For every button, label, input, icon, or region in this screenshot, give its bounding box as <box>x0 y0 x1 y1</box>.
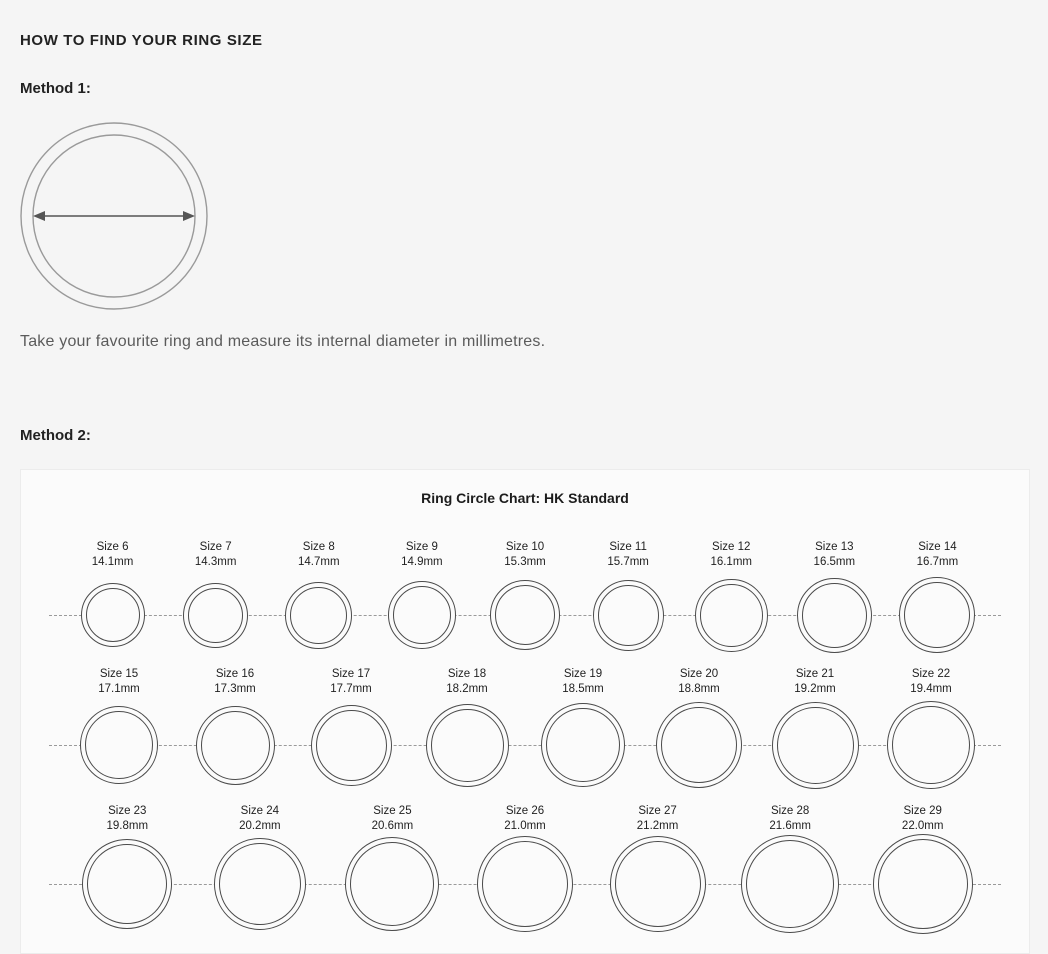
ring-size-cell[interactable] <box>175 667 295 785</box>
ring-size-label: Size 7 <box>199 541 232 553</box>
ring-circle-chart-panel <box>20 469 1030 954</box>
ring-circle-inner <box>431 709 504 782</box>
ring-size-label: Size 6 <box>96 541 129 553</box>
ring-circle-inner <box>661 707 737 783</box>
ring-circle-inner <box>86 588 140 642</box>
ring-size-cell[interactable] <box>639 667 759 788</box>
ring-circle-inner <box>892 706 970 784</box>
ring-circle-inner <box>700 584 763 647</box>
ring-circle <box>490 580 560 650</box>
ring-size-label: Size 26 <box>505 805 545 817</box>
ring-diameter-label: 14.9mm <box>401 556 443 568</box>
ring-diameter-label: 17.7mm <box>330 683 372 695</box>
ring-circle <box>797 578 872 653</box>
ring-circle <box>873 834 973 934</box>
ring-circle-inner <box>802 583 867 648</box>
ring-diameter-label: 21.2mm <box>636 820 679 832</box>
ring-circle-inner <box>290 587 347 644</box>
ring-size-label: Size 8 <box>302 541 335 553</box>
ring-circle <box>887 701 975 789</box>
ring-size-label: Size 19 <box>563 668 603 680</box>
ring-size-cell[interactable] <box>465 540 585 650</box>
ring-size-cell[interactable] <box>407 667 527 787</box>
ring-size-label: Size 14 <box>918 541 957 553</box>
ring-size-label: Size 28 <box>770 805 810 817</box>
ring-size-cell[interactable] <box>259 540 379 649</box>
ring-diameter-label: 14.3mm <box>194 556 237 568</box>
ring-size-label: Size 25 <box>373 805 412 817</box>
ring-circle-inner <box>219 843 301 925</box>
ring-diameter-label: 17.1mm <box>98 683 140 695</box>
method-1-label: Method 1: <box>20 80 91 97</box>
ring-size-cell[interactable] <box>291 667 411 786</box>
ring-circle <box>541 703 625 787</box>
ring-size-cell[interactable] <box>877 540 997 653</box>
ring-diameter-label: 19.4mm <box>910 683 952 695</box>
ring-size-cell[interactable] <box>671 540 791 652</box>
chart-title: Ring Circle Chart: HK Standard <box>421 490 629 506</box>
ring-circle <box>695 579 768 652</box>
ring-circle-inner <box>777 707 854 784</box>
ring-size-cell[interactable] <box>362 540 482 649</box>
ring-diameter-label: 18.5mm <box>562 683 604 695</box>
ring-size-label: Size 21 <box>795 668 835 680</box>
ring-circle-inner <box>598 585 659 646</box>
ring-circle-inner <box>188 588 243 643</box>
ring-circle <box>899 577 975 653</box>
ring-diameter-label: 17.3mm <box>214 683 256 695</box>
ring-circle-inner <box>85 711 153 779</box>
ring-diameter-label: 21.0mm <box>504 820 546 832</box>
ring-size-cell[interactable] <box>598 804 718 932</box>
ring-size-label: Size 29 <box>903 805 942 817</box>
ring-size-label: Size 23 <box>108 805 147 817</box>
ring-size-cell[interactable] <box>523 667 643 787</box>
ring-circle-inner <box>495 585 555 645</box>
ring-circle <box>772 702 859 789</box>
ring-diameter-label: 16.5mm <box>813 556 856 568</box>
ring-diameter-label: 18.8mm <box>678 683 720 695</box>
ring-circle <box>183 583 248 648</box>
ring-size-label: Size 27 <box>638 805 677 817</box>
ring-circle <box>741 835 839 933</box>
ring-diameter-arrow-icon <box>18 116 218 316</box>
ring-diameter-label: 15.7mm <box>607 556 649 568</box>
ring-circle <box>81 583 145 647</box>
ring-size-label: Size 16 <box>215 668 255 680</box>
ring-size-label: Size 20 <box>679 668 719 680</box>
ring-size-cell[interactable] <box>755 667 875 789</box>
ring-diameter-label: 16.7mm <box>916 556 959 568</box>
ring-circle <box>196 706 275 785</box>
ring-circle-inner <box>482 841 568 927</box>
ring-circle <box>610 836 706 932</box>
ring-circle <box>214 838 306 930</box>
ring-size-label: Size 15 <box>99 668 139 680</box>
ring-size-cell[interactable] <box>67 804 187 929</box>
ring-circle <box>82 839 172 929</box>
page-title: HOW TO FIND YOUR RING SIZE <box>20 32 263 49</box>
ring-diameter-label: 18.2mm <box>446 683 488 695</box>
ring-size-label: Size 24 <box>240 805 280 817</box>
ring-size-label: Size 10 <box>505 541 545 553</box>
ring-size-label: Size 22 <box>911 668 951 680</box>
ring-size-label: Size 9 <box>405 541 438 553</box>
ring-diameter-label: 22.0mm <box>901 820 944 832</box>
ring-circle <box>345 837 439 931</box>
ring-diameter-label: 19.2mm <box>794 683 836 695</box>
ring-size-cell[interactable] <box>568 540 688 651</box>
ring-size-cell[interactable] <box>53 540 173 647</box>
ring-size-cell[interactable] <box>332 804 452 931</box>
ring-circle <box>311 705 392 786</box>
ring-size-cell[interactable] <box>200 804 320 930</box>
ring-size-cell[interactable] <box>774 540 894 653</box>
ring-circle-inner <box>393 586 451 644</box>
ring-circle-inner <box>87 844 167 924</box>
ring-size-label: Size 13 <box>815 541 854 553</box>
ring-size-label: Size 17 <box>331 668 371 680</box>
method-1-caption: Take your favourite ring and measure its internal diameter in millimetres. <box>20 333 546 350</box>
ring-diameter-label: 21.6mm <box>769 820 811 832</box>
ring-circle-inner <box>201 711 270 780</box>
ring-circle-inner <box>350 842 434 926</box>
ring-diameter-label: 15.3mm <box>504 556 546 568</box>
ring-size-cell[interactable] <box>465 804 585 932</box>
ring-diameter-label: 20.2mm <box>239 820 281 832</box>
ring-circle <box>656 702 742 788</box>
ring-size-cell[interactable] <box>59 667 179 784</box>
ring-circle <box>285 582 352 649</box>
ring-size-label: Size 11 <box>609 541 647 553</box>
ring-circle <box>593 580 664 651</box>
ring-circle-inner <box>546 708 620 782</box>
ring-diameter-label: 14.7mm <box>297 556 340 568</box>
ring-circle-inner <box>878 839 968 929</box>
ring-diameter-label: 19.8mm <box>106 820 149 832</box>
ring-size-cell[interactable] <box>871 667 991 789</box>
ring-circle <box>388 581 456 649</box>
ring-size-label: Size 12 <box>712 541 751 553</box>
ring-circle-inner <box>615 841 701 927</box>
ring-size-cell[interactable] <box>156 540 276 648</box>
ring-circle-inner <box>316 710 387 781</box>
ring-size-cell[interactable] <box>863 804 983 934</box>
ring-size-cell[interactable] <box>730 804 850 933</box>
ring-circle <box>426 704 509 787</box>
ring-circle-inner <box>746 840 834 928</box>
ring-diameter-label: 16.1mm <box>710 556 752 568</box>
ring-circle <box>80 706 158 784</box>
method-2-label: Method 2: <box>20 427 91 444</box>
ring-size-label: Size 18 <box>447 668 487 680</box>
ring-diameter-label: 14.1mm <box>91 556 134 568</box>
ring-circle <box>477 836 573 932</box>
ring-circle-inner <box>904 582 970 648</box>
ring-diameter-label: 20.6mm <box>371 820 414 832</box>
